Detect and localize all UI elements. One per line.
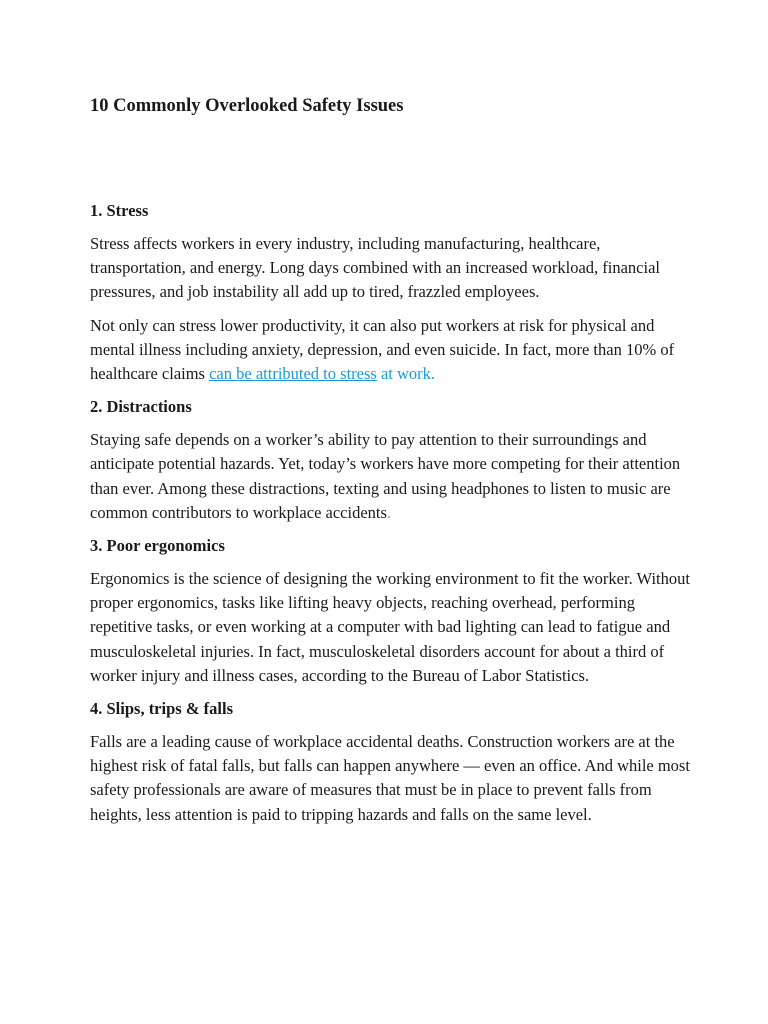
section-heading: 3. Poor ergonomics [90,536,225,556]
section-stress [90,199,690,386]
paragraph [90,428,690,525]
link-tail-text: at work. [376,364,436,384]
paragraph: Stress affects workers in every industry, including manufacturing, healthcare, transportation, and energy. Long days combined with an increased workload, financial pressures, and job instability all add up to tired, frazzled employees. [90,234,660,302]
section-slips-trips-falls [90,697,690,827]
section-poor-ergonomics [90,534,690,688]
section-heading: 1. Stress [90,201,149,220]
paragraph: Ergonomics is the science of designing the working environment to fit the worker. Without proper ergonomics, tasks like lifting heavy objects, reaching overhead, performing repetitive tasks, or even working at a computer with bad lighting can lead to fatigue and musculoskeletal injuries. In fact, musculoskeletal disorders account for about a third of worker injury and illness cases, according to the Bureau of Labor Statistics. [90,569,690,685]
section-heading: 4. Slips, trips & falls [90,699,234,719]
paragraph-end-period: . [386,502,392,522]
stress-source-link[interactable]: can be attributed to stress [209,364,377,384]
section-distractions [90,395,690,525]
paragraph-text: Staying safe depends on a worker’s ability to pay attention to their surroundings and anticipate potential hazards. Yet, today’s workers have more competing for their attention than ever. Among these distractions, texting and using headphones to listen to music are common contributors to workplace accidents [90,430,681,522]
paragraph-text: Not only can stress lower productivity, it can also put workers at risk for physical and mental illness including anxiety, depression, and even suicide. In fact, more than 10% of healthcare claims [90,315,675,384]
section-heading: 2. Distractions [90,397,192,417]
paragraph-with-link [90,314,690,387]
document-content [90,199,690,836]
paragraph: Falls are a leading cause of workplace accidental deaths. Construction workers are at the highest risk of fatal falls, but falls can happen anywhere — even an office. And while most safety professionals are aware of measures that must be in place to prevent falls from heights, less attention is paid to tripping hazards and falls on the same level. [90,732,690,824]
document-title: 10 Commonly Overlooked Safety Issues [90,96,404,116]
